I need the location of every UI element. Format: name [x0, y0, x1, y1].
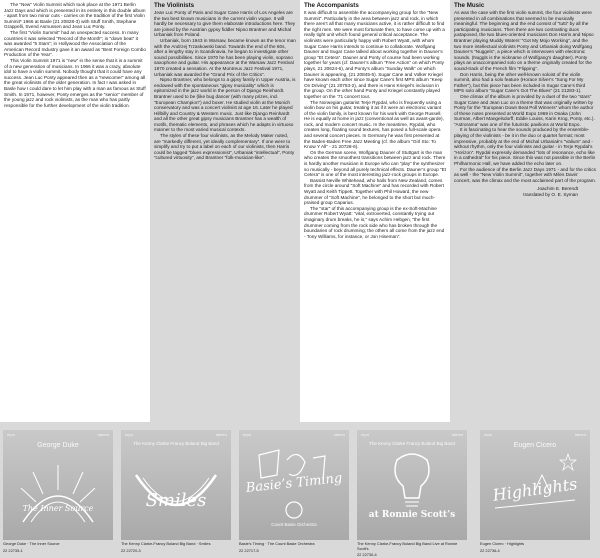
music-paragraph: One climax of the album is provided by a duet of the two “stars” Sugar Cane and Jean Luc on a theme that was originally written by Ponty for the “European Down Beat Poll Winners” whom the author of these notes presented at World Expo 1969 in Osaka (John Surman, Albert Mangelsdorff, Eddie Louiss, Karin Krog, Ponty, etc.). “Astrorama” was one of the futuristic pavilions at World Expo.	[454, 93, 595, 127]
stereo-mark: stereo	[333, 432, 345, 437]
album-catalog: 22 22717-5	[239, 547, 259, 553]
album-catalog: 22 22736-4	[480, 547, 500, 553]
album-card[interactable]	[3, 430, 113, 553]
violinists-paragraph: Nipso Brantner, who belongs to a gipsy family in Upper Austria, is endowed with the spontaneous “gipsy musicality” which is epitomized in the jazz world in the person of Django Reinhardt. Brantner used to be (like bug dancer (with many prizes, incl. “European Champion”) and boxer. He studied violin at the Munich conservatory and was a concert violinist at age 16. Later he played Hillbilly and Country & Western music. Just like Django Reinhardt and all the other great gipsy musicians Brantner has a wealth of motifs, thematic elements, and phrases which he adapts in virtuoso manner to the most varied musical contexts.	[154, 77, 296, 133]
album-cover	[3, 430, 113, 540]
music-heading: The Music	[454, 2, 485, 9]
cover-title: Basie’s Timing	[245, 470, 343, 497]
label-logo: mps	[484, 432, 493, 437]
album-cover	[239, 430, 349, 540]
cover-artist: Count Basie Orchestra	[271, 522, 317, 527]
label-logo: mps	[361, 432, 370, 437]
violinists-paragraph: The styles of these four violinists, as the Melody Maker noted, are “markedly different, yet ideally complementary”. If one were to simplify and try to put a label on each of our violinists, then Harris could be tagged “blues expressionist”, Urbaniak “intellectual”, Ponty “cultured virtuosity”, and Brantner “folk-musician-like”.	[154, 133, 295, 161]
cover-title: Smiles	[145, 490, 207, 511]
accompanists-heading: The Accompanists	[304, 2, 359, 9]
signature-block	[454, 186, 596, 197]
album-catalog: 22 22730-4	[357, 552, 377, 558]
violinists-paragraph: Jean Luc Ponty of Paris and Sugar Cane Harris of Los Angeles are the two best known musicians in the current violin vogue. It will hardly be necessary to give them elaborate introductions here. They are joined by the Austrian gypsy fiddler Nipso Brantner and Michal Urbaniak from Poland.	[154, 10, 296, 38]
cover-artist: Eugen Cicero	[513, 442, 557, 449]
album-caption: The Kenny Clarke-Francy Boland Big Band · Smiles	[121, 541, 211, 546]
label-logo: mps	[243, 432, 252, 437]
intro-paragraph: The “New” Violin Summit which took place at the 1971 Berlin Jazz Days and which is presented in its entirety in this double album - apart from two minor cuts - carries on the tradition of the first Violin Summit* 1966 at Basle (21 20828-3) with Stuff Smith, Stephane Grappelli, Svend Asmussen and Jean Luc Ponty.	[4, 2, 146, 30]
music-paragraph: Don Harris, being the other well-known soloist of the violin summit, also had a solo feature (Horace Silver’s “Song For My Father”), but this piece has been included in Sugar Cane’s third MPS solo album “Sugar Cane’s Got The Blues” (21 21283-1).	[454, 71, 586, 94]
accompanists-paragraph: The Norwegian guitarist Terje Rypdal, who is frequently using a violin bow on his guitar, treating it as if it were an electronic variant of the violin family, is best known for his work with George Russell. He is equally at home in jazz (conventional as well as avant-garde), rock, and modern concert music. In the meantime, Rypdal, who creates long, floating sound textures, has posed a full-scale opera and several concert pieces. In Germany he was first presented at the Baden-Baden Free Jazz Meeting (cf. the album “Girl Sto: To Know Y All” - 21 20728-6).	[304, 99, 444, 150]
label-logo: mps	[7, 432, 16, 437]
album-catalog: 22 22720-3	[121, 547, 141, 553]
album-cover	[121, 430, 231, 540]
cover-artist: The Kenny Clarke Francy Boland Big Band	[133, 441, 219, 446]
accompanists-paragraph: The “star” of this accompanying group is the ex-Soft-Machine drummer Robert Wyatt: “vital, extroverted, constantly trying out imaginary drum breaks, he is,” says Achim Hebgen, “the first drummer coming from the rock side who has broken through the boundaries of rock drumming; the others all come from the jazz end - Tony Williams, for instance, or Jon Hiseman”.	[304, 205, 445, 239]
album-card[interactable]	[121, 430, 231, 553]
cover-title: Highlights	[491, 474, 579, 505]
album-catalog: 22 22735-1	[3, 547, 23, 553]
music-paragraph: For the audience of the Berlin Jazz Days 1971 - and for the critics as well - the “New Violin Summit”, together with Miles Davis’ concert, was the climax and the most acclaimed part of the program.	[454, 166, 597, 183]
intro-paragraph: This Violin Summit 1971 is “new” in the sense that it is a summit of a new generation of musicians. In 1966 it was a crazy, absolute idol to have a violin summit. Nobody thought that it could have any success. Jean Luc Ponty appeared then as a “newcomer” among all the great violinists of the older generation. In fact I was asked in Basle how I could dare to let him play with a man as famous as Stuff Smith. In 1971, however, Ponty emerges as the “senior” member of the young jazz and rock violinists, as the man who has partly responsible for the further development of the violin tradition.	[4, 57, 146, 108]
stereo-mark: stereo	[215, 432, 227, 437]
accompanists-paragraph: Bassist Neville Whitehead, who hails from New Zealand, comes from the circle around “Soft Machine” and has recorded with Robert Wyatt and Keith Tippett. Together with Phil Howard, the new drummer of “Soft Machine”, he belonged to the short but much-praised group Caparius.	[304, 177, 444, 206]
violinists-column	[150, 0, 300, 422]
translator-credit: translated by O. E. Syman	[523, 192, 578, 197]
accompanists-paragraph: On the German scene, Wolfgang Dauner of Stuttgart is the man who creates the smoothest transitions between jazz and rock. There is hardly another musician in Europe who can “play” the synthesizer so musically - beyond all purely technical effects. Dauner’s group “Et Cetera” is one of the most interesting jazz-rock groups in Europe.	[304, 149, 446, 178]
album-card[interactable]	[357, 430, 467, 558]
intro-paragraph: The first “Violin Summit” had an unexpected success. In many countries it was selected “Record of the Month”; in “down beat” it was awarded “5 Stars”; in Hollywood the Association of the American Record Industry gave it an award as “Best Foreign Combo Production of the Year”.	[4, 29, 146, 58]
smile-art-icon	[121, 430, 231, 540]
author-signature: Joachim E. Berendt	[537, 186, 578, 192]
accompanists-paragraph: It was difficult to assemble the accompanying group for the “New Summit”. Particularly in the area between jazz and rock, in which there aren’t all that many musicians active, it is rather difficult to find the right men. We were most fortunate then, to have come up with a really tight unit which found general critical acceptance. The violinists were particularly happy with Robert Wyatt, with whom Sugar Cane Harris intends to continue to collaborate. Wolfgang Dauner and Sugar Cane talked about working together in Dauner’s group “Et Cetera”. Dauner and Ponty of course had been working together for years (cf. Dauner’s album “Free Action” on which Ponty plays, 21 20624-6), and Ponty’s album “Sunday Walk” on which Dauner is appearing, (21 20845-5). Sugar Cane and Volker Kriegel have known each other since Sugar Cane’s first MPS album “Keep On Driving” (21 20753-2), and there is Hans Kriegel’s inclusion in the group. On the other hand Ponty and Kriegel constantly played together on the ’71 concert tour.	[304, 10, 445, 99]
cover-title: The Inner Source	[22, 504, 94, 513]
album-caption: George Duke · The Inner Source	[3, 541, 60, 546]
album-cover	[480, 430, 590, 540]
stereo-mark: stereo	[574, 432, 586, 437]
accompanists-column	[300, 0, 450, 422]
sunrise-art-icon	[3, 430, 113, 540]
album-card[interactable]	[480, 430, 590, 553]
album-caption: Eugen Cicero · Highlights	[480, 541, 525, 546]
violinists-paragraph: Urbaniak, born 1943 in Warsaw, became known as the tenor man with the Andrzej Trzaskowski band. Towards the end of the 60s, after a lengthy stay in Scandinavia, he began to investigate other sound possibilities. Since 1970 he has been playing violin, soprano saxophone and guitar. His appearance at the Warsaw Jazz Festival 1970 created a sensation. At the Montreux Jazz Festival 1971, Urbaniak was awarded the “Grand Prix of the Critics”.	[154, 37, 296, 77]
stereo-mark: stereo	[97, 432, 109, 437]
intro-column	[0, 0, 150, 422]
music-paragraph: It is fascinating to hear the sounds produced by the ensemble-playing of the violinists - be it in the duo or quartet format; most impressive, probably at the end of Michal Urbaniak’s “Valium” and - without rhythm, only the four violinists and guitar - in Terje Rypdal’s “Horizon”. Rypdal expressly demanded “lots of resonance, echo like in a cathedral” for his piece. Since this was not possible in the Berlin Philharmonic Hall, we have added the echo later on.	[454, 127, 596, 167]
album-caption: Basie’s Timing · The Count Basie Orchestra	[239, 541, 315, 546]
cover-title: at Ronnie Scott’s	[368, 510, 456, 520]
album-card[interactable]	[239, 430, 349, 553]
label-logo: mps	[125, 432, 134, 437]
cover-artist: George Duke	[37, 442, 79, 449]
cover-artist: The Kenny Clarke Francy Boland Big Band	[369, 441, 455, 446]
music-column	[450, 0, 600, 422]
violinists-heading: The Violinists	[154, 2, 195, 9]
album-cover	[357, 430, 467, 540]
album-caption: The Kenny Clarke-Francy Boland Big Band Live at Ronnie Scott’s	[357, 541, 458, 551]
stereo-mark: stereo	[451, 432, 463, 437]
music-paragraph: As was the case with the first violin summit, the four violinists were presented in all combinations that seemed to be musically meaningful. The beginning and the end consist of “tutti” by all the participating musicians. Then there are two contrasting duos juxtaposed, the two blues-oriented musicians Don Harris and Nipso Brantner playing Muddy Waters’ “Got My Mojo Working”, and the two more intellectual violinists Ponty and Urbaniak doing Wolfgang Dauner’s “Nuggels”, a piece which is interwoven with electronic sounds. (Nuggls is the nickname of Wolfgang’s daughter). Ponty plays an unaccompanied solo on a theme originally created for the sound-track of the French film “Flipping”.	[454, 10, 594, 71]
lightbulb-art-icon	[357, 430, 467, 540]
